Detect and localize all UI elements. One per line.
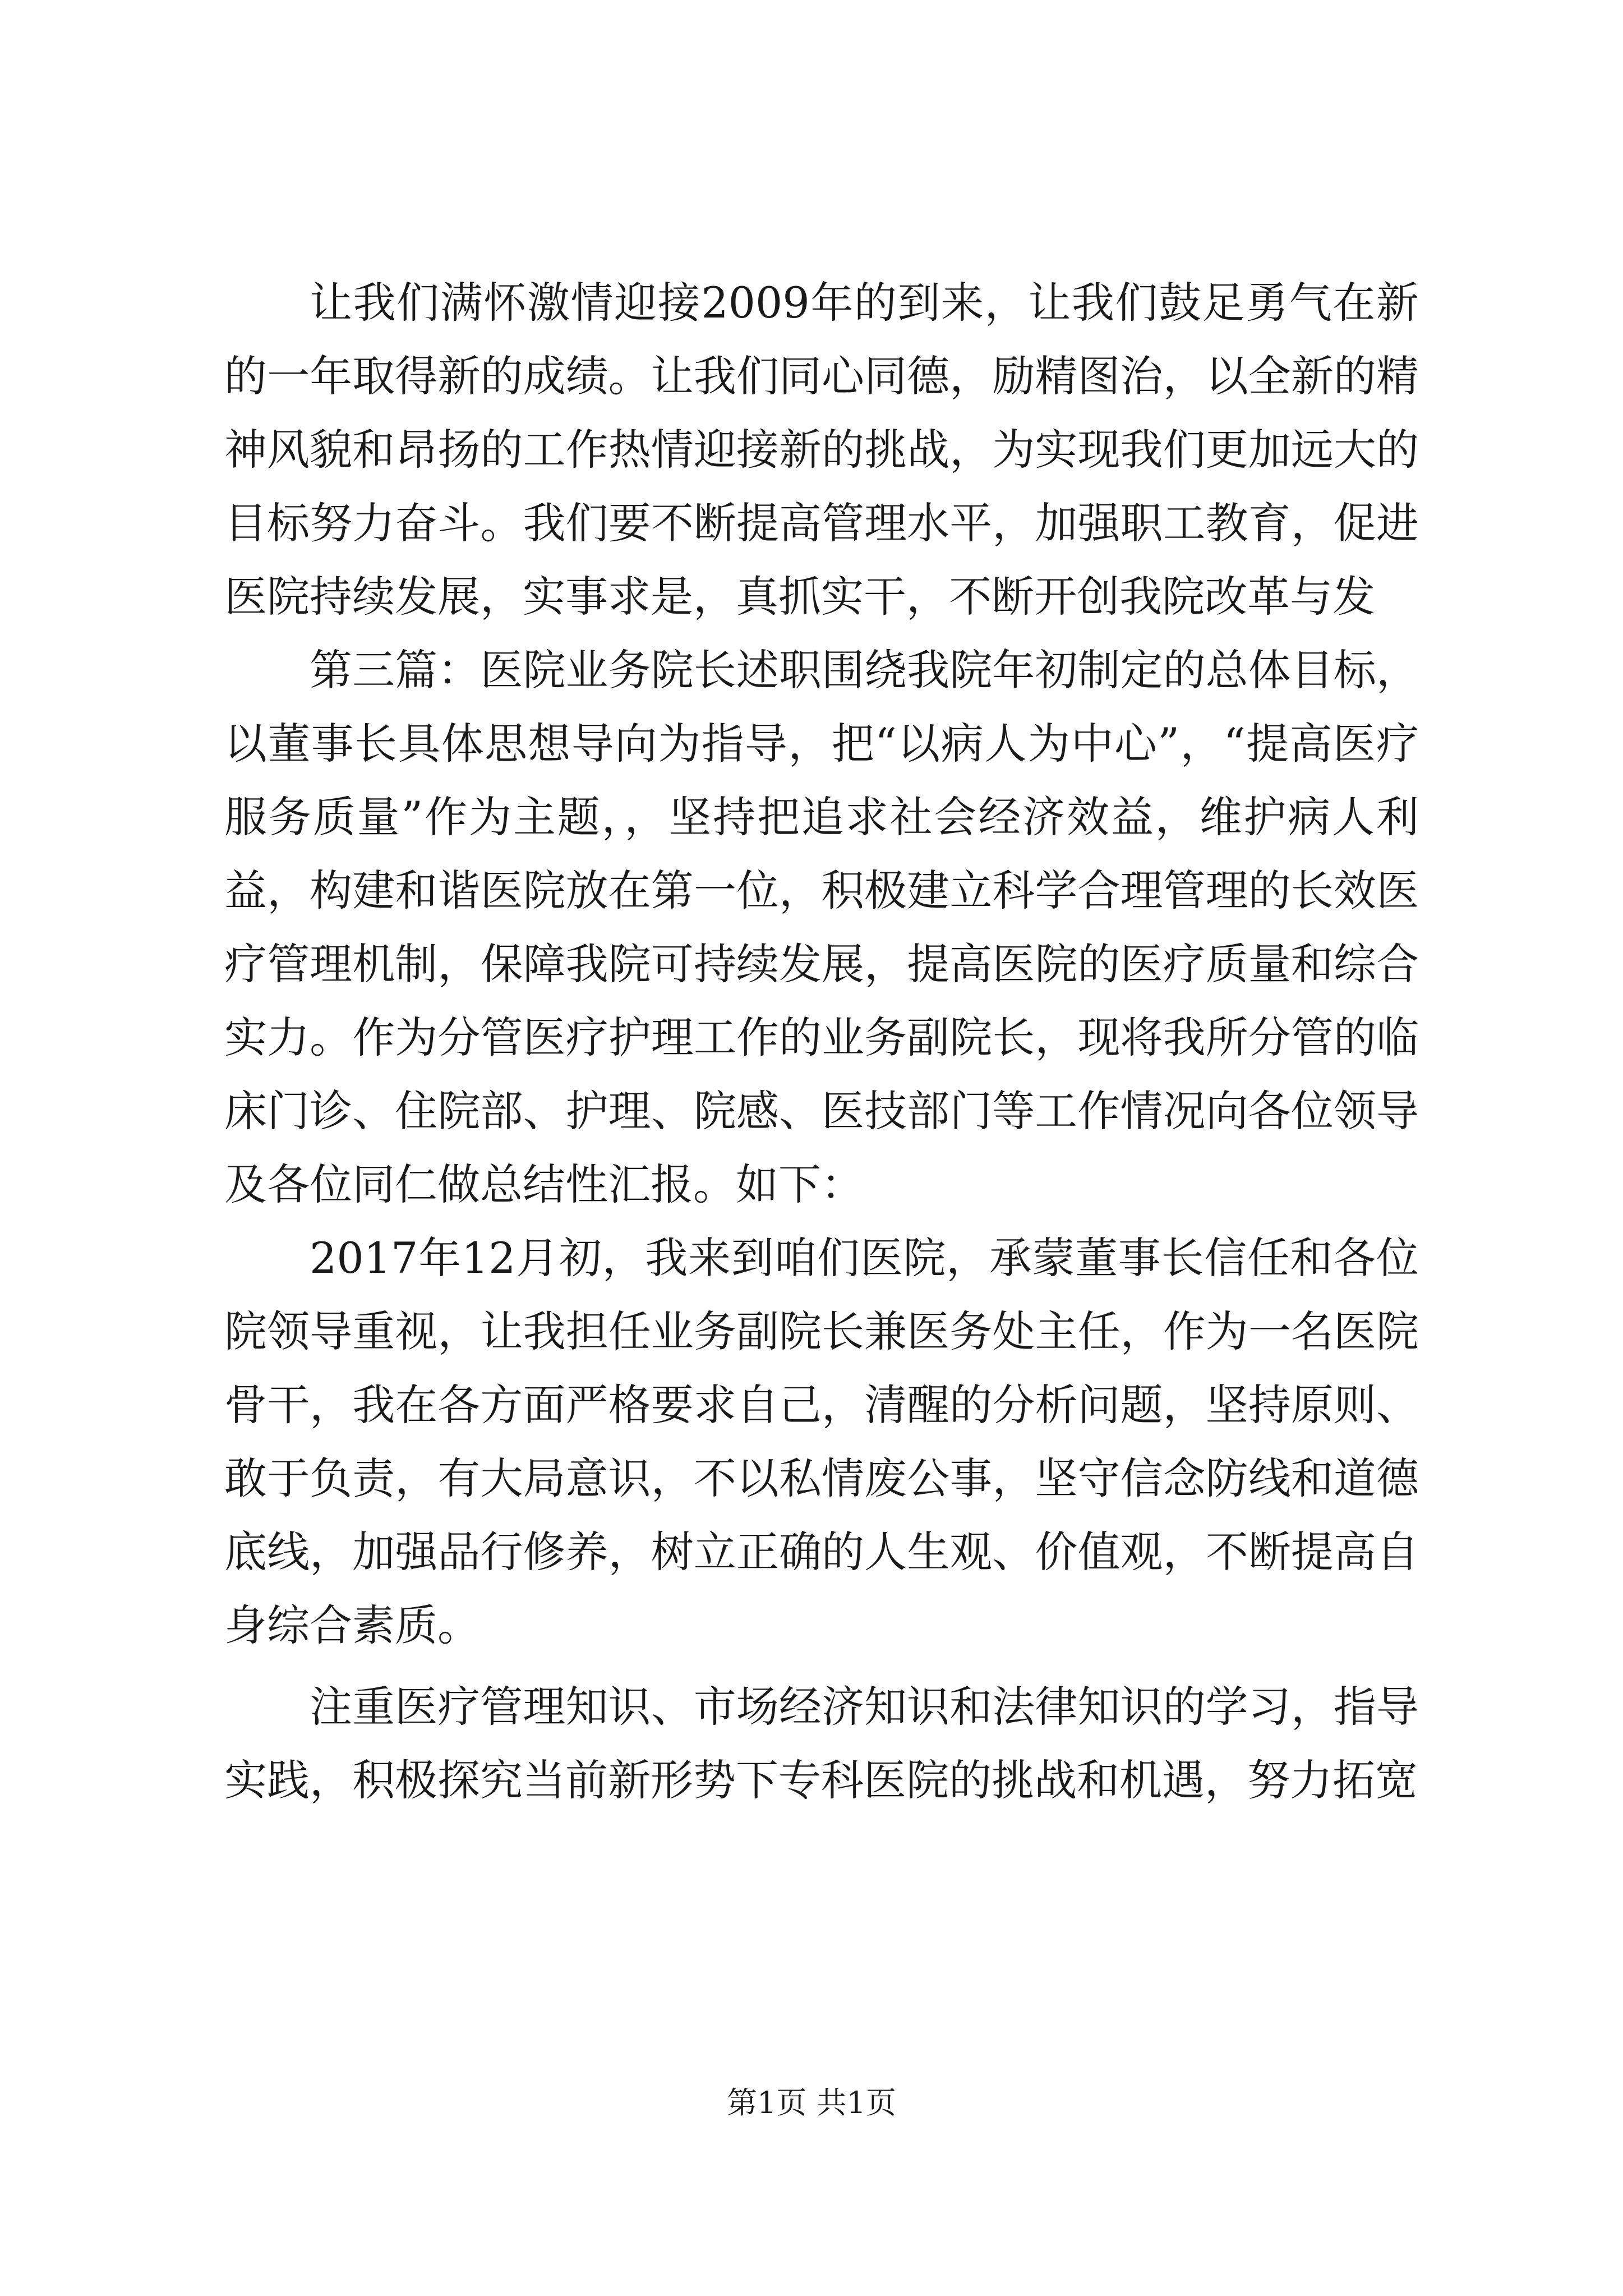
page-number: 第1页 共1页: [727, 2085, 896, 2120]
paragraph-3: 2017年12月初，我来到咱们医院，承蒙董事长信任和各位院领导重视，让我担任业务副院长兼医务处主任，作为一名医院骨干，我在各方面严格要求自己，清醒的分析问题，坚持原则、敢于负责，有大局意识，不以私情废公事，坚守信念防线和道德底线，加强品行修养，树立正确的人生观、价值观，不断提高自身综合素质。: [224, 1233, 1419, 1650]
paragraph-4: 注重医疗管理知识、市场经济知识和法律知识的学习，指导实践，积极探究当前新形势下专科医院的挑战和机遇，努力拓宽: [224, 1682, 1419, 1805]
page-footer: [0, 2083, 1623, 2123]
paragraph-1: 让我们满怀激情迎接2009年的到来，让我们鼓足勇气在新的一年取得新的成绩。让我们同心同德，励精图治，以全新的精神风貌和昂扬的工作热情迎接新的挑战，为实现我们更加远大的目标努力奋斗。我们要不断提高管理水平，加强职工教育，促进医院持续发展，实事求是，真抓实干，不断开创我院改革与发: [224, 278, 1419, 622]
paragraph-2: 第三篇：医院业务院长述职围绕我院年初制定的总体目标，以董事长具体思想导向为指导，把“以病人为中心”，“提高医疗服务质量”作为主题，，坚持把追求社会经济效益，维护病人利益，构建和谐医院放在第一位，积极建立科学合理管理的长效医疗管理机制，保障我院可持续发展，提高医院的医疗质量和综合实力。作为分管医疗护理工作的业务副院长，现将我所分管的临床门诊、住院部、护理、院感、医技部门等工作情况向各位领导及各位同仁做总结性汇报。如下：: [224, 645, 1419, 1209]
document-body: [224, 266, 1419, 1817]
